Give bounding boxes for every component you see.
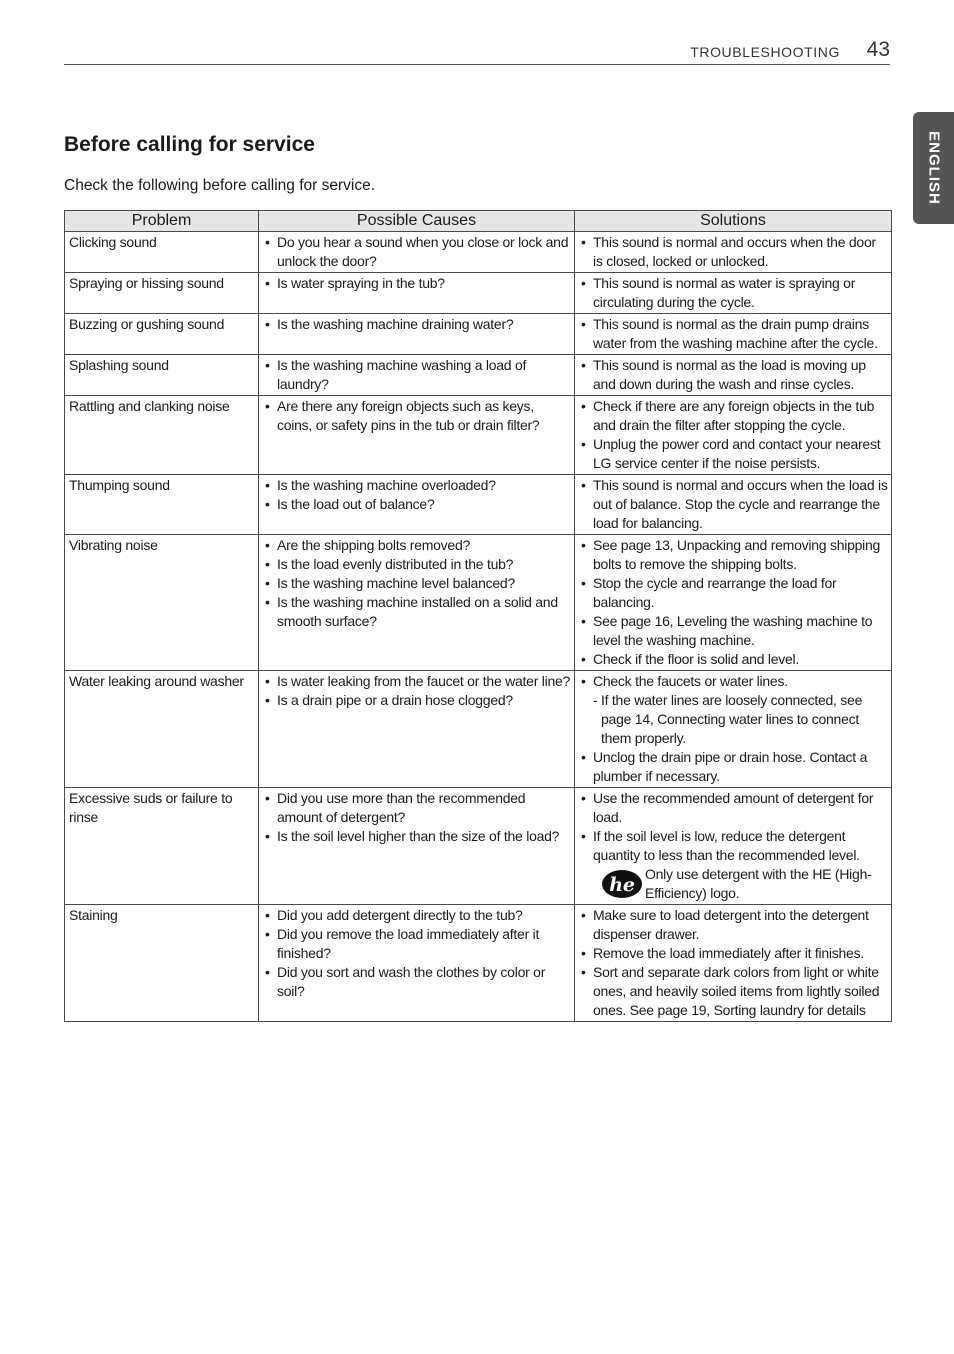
- causes-list: [263, 476, 571, 514]
- page-title: Before calling for service: [64, 133, 315, 156]
- solution-text: Remove the load immediately after it finishes.: [593, 945, 864, 961]
- solutions-cell: [575, 671, 892, 788]
- causes-list: [263, 356, 571, 394]
- solutions-cell: [575, 396, 892, 475]
- column-header-problem: Problem: [65, 211, 259, 232]
- solution-item: [579, 536, 888, 574]
- solutions-cell: [575, 273, 892, 314]
- solutions-list: [579, 233, 888, 271]
- solutions-list: [579, 789, 888, 903]
- column-header-solutions: Solutions: [575, 211, 892, 232]
- causes-list: [263, 274, 571, 293]
- solution-text: This sound is normal and occurs when the load is out of balance. Stop the cycle and rearrange the load for balancing.: [593, 477, 888, 531]
- problem-cell: Vibrating noise: [65, 535, 259, 671]
- problem-cell: Thumping sound: [65, 475, 259, 535]
- cause-item: • Is the load out of balance?: [263, 495, 571, 514]
- he-logo-icon: [601, 869, 643, 899]
- solution-text: This sound is normal and occurs when the door is closed, locked or unlocked.: [593, 234, 876, 269]
- intro-text: Check the following before calling for service.: [64, 177, 376, 194]
- cause-item: • Are there any foreign objects such as keys, coins, or safety pins in the tub or drain filter?: [263, 397, 571, 435]
- solution-item: [579, 397, 888, 435]
- solution-item: [579, 944, 888, 963]
- causes-list: [263, 672, 571, 710]
- causes-cell: [259, 273, 575, 314]
- table-row: [65, 475, 892, 535]
- cause-item: • Is the soil level higher than the size of the load?: [263, 827, 571, 846]
- solutions-list: [579, 356, 888, 394]
- solutions-list: [579, 672, 888, 786]
- solution-item: [579, 827, 888, 865]
- cause-item: • Did you remove the load immediately after it finished?: [263, 925, 571, 963]
- language-tab: [913, 112, 954, 224]
- problem-cell: Water leaking around washer: [65, 671, 259, 788]
- causes-list: [263, 906, 571, 1001]
- solutions-list: [579, 906, 888, 1020]
- solution-item: [579, 906, 888, 944]
- solutions-cell: [575, 905, 892, 1022]
- table-row: [65, 273, 892, 314]
- cause-item: • Is a drain pipe or a drain hose clogged?: [263, 691, 571, 710]
- solutions-list: [579, 536, 888, 669]
- solution-text: See page 13, Unpacking and removing shipping bolts to remove the shipping bolts.: [593, 537, 881, 572]
- cause-item: • Did you add detergent directly to the tub?: [263, 906, 571, 925]
- solution-text: Sort and separate dark colors from light or white ones, and heavily soiled items from lightly soiled ones. See page 19, Sorting laundry for details: [593, 964, 880, 1018]
- causes-cell: [259, 788, 575, 905]
- causes-list: [263, 536, 571, 631]
- page-header: [64, 36, 890, 65]
- problem-cell: Staining: [65, 905, 259, 1022]
- column-header-causes: Possible Causes: [259, 211, 575, 232]
- solution-text: See page 16, Leveling the washing machine to level the washing machine.: [593, 613, 873, 648]
- table-row: [65, 671, 892, 788]
- causes-cell: [259, 535, 575, 671]
- causes-cell: [259, 355, 575, 396]
- table-body: [65, 232, 892, 1022]
- solution-text: Unplug the power cord and contact your nearest LG service center if the noise persists.: [593, 436, 881, 471]
- solution-text: Check if there are any foreign objects in the tub and drain the filter after stopping the cycle.: [593, 398, 875, 433]
- solution-text: Use the recommended amount of detergent for load.: [593, 790, 874, 825]
- causes-list: [263, 397, 571, 435]
- table-row: [65, 314, 892, 355]
- solution-item: [579, 963, 888, 1020]
- solution-item: [579, 691, 888, 748]
- solution-item: [579, 435, 888, 473]
- solutions-cell: [575, 535, 892, 671]
- cause-item: • Did you sort and wash the clothes by color or soil?: [263, 963, 571, 1001]
- problem-cell: Clicking sound: [65, 232, 259, 273]
- problem-cell: Spraying or hissing sound: [65, 273, 259, 314]
- solution-text: Stop the cycle and rearrange the load for balancing.: [593, 575, 837, 610]
- cause-item: • Is the washing machine washing a load of laundry?: [263, 356, 571, 394]
- solution-text: Only use detergent with the HE (High-Efficiency) logo.: [645, 866, 872, 901]
- svg-text:he: he: [609, 874, 635, 896]
- causes-cell: [259, 905, 575, 1022]
- solution-item: [579, 650, 888, 669]
- problem-cell: Excessive suds or failure to rinse: [65, 788, 259, 905]
- solutions-cell: [575, 314, 892, 355]
- table-row: [65, 396, 892, 475]
- causes-cell: [259, 671, 575, 788]
- page-number: 43: [866, 38, 890, 61]
- solution-text: If the water lines are loosely connected, see page 14, Connecting water lines to connect them properly.: [601, 692, 863, 746]
- causes-list: [263, 233, 571, 271]
- solution-text: Check if the floor is solid and level.: [593, 651, 800, 667]
- cause-item: • Is water spraying in the tub?: [263, 274, 571, 293]
- troubleshooting-table: [64, 210, 892, 1022]
- solution-text: Check the faucets or water lines.: [593, 673, 788, 689]
- solution-text: This sound is normal as the drain pump drains water from the washing machine after the cycle.: [593, 316, 878, 351]
- cause-item: • Is water leaking from the faucet or the water line?: [263, 672, 571, 691]
- cause-item: • Did you use more than the recommended amount of detergent?: [263, 789, 571, 827]
- solutions-cell: [575, 788, 892, 905]
- solution-text: Unclog the drain pipe or drain hose. Contact a plumber if necessary.: [593, 749, 868, 784]
- solutions-list: [579, 274, 888, 312]
- solution-text: This sound is normal as the load is moving up and down during the wash and rinse cycles.: [593, 357, 866, 392]
- solution-item: [579, 233, 888, 271]
- problem-cell: Rattling and clanking noise: [65, 396, 259, 475]
- cause-item: • Are the shipping bolts removed?: [263, 536, 571, 555]
- solution-item: [579, 274, 888, 312]
- solution-item: [579, 476, 888, 533]
- problem-cell: Buzzing or gushing sound: [65, 314, 259, 355]
- causes-list: [263, 789, 571, 846]
- solutions-list: [579, 476, 888, 533]
- cause-item: • Is the washing machine level balanced?: [263, 574, 571, 593]
- cause-item: • Is the washing machine installed on a solid and smooth surface?: [263, 593, 571, 631]
- solution-item: [579, 748, 888, 786]
- table-row: [65, 788, 892, 905]
- solution-item: [579, 672, 888, 691]
- cause-item: • Is the washing machine draining water?: [263, 315, 571, 334]
- solution-item: [579, 612, 888, 650]
- solutions-cell: [575, 475, 892, 535]
- solution-item: [579, 789, 888, 827]
- causes-list: [263, 315, 571, 334]
- problem-cell: Splashing sound: [65, 355, 259, 396]
- solutions-list: [579, 315, 888, 353]
- language-tab-label: ENGLISH: [925, 131, 942, 205]
- solution-text: This sound is normal as water is spraying or circulating during the cycle.: [593, 275, 856, 310]
- solution-text: Make sure to load detergent into the detergent dispenser drawer.: [593, 907, 869, 942]
- solution-text: If the soil level is low, reduce the detergent quantity to less than the recommended level.: [593, 828, 860, 863]
- solution-item: [579, 574, 888, 612]
- table-row: [65, 355, 892, 396]
- causes-cell: [259, 475, 575, 535]
- cause-item: • Do you hear a sound when you close or lock and unlock the door?: [263, 233, 571, 271]
- causes-cell: [259, 396, 575, 475]
- solutions-cell: [575, 232, 892, 273]
- solution-item: [579, 315, 888, 353]
- causes-cell: [259, 232, 575, 273]
- solution-item: [579, 356, 888, 394]
- cause-item: • Is the washing machine overloaded?: [263, 476, 571, 495]
- table-row: [65, 232, 892, 273]
- causes-cell: [259, 314, 575, 355]
- solutions-cell: [575, 355, 892, 396]
- cause-item: • Is the load evenly distributed in the tub?: [263, 555, 571, 574]
- table-row: [65, 905, 892, 1022]
- solutions-list: [579, 397, 888, 473]
- table-header-row: [65, 211, 892, 232]
- table-row: [65, 535, 892, 671]
- section-title: TROUBLESHOOTING: [690, 44, 840, 60]
- solution-item: [579, 865, 888, 903]
